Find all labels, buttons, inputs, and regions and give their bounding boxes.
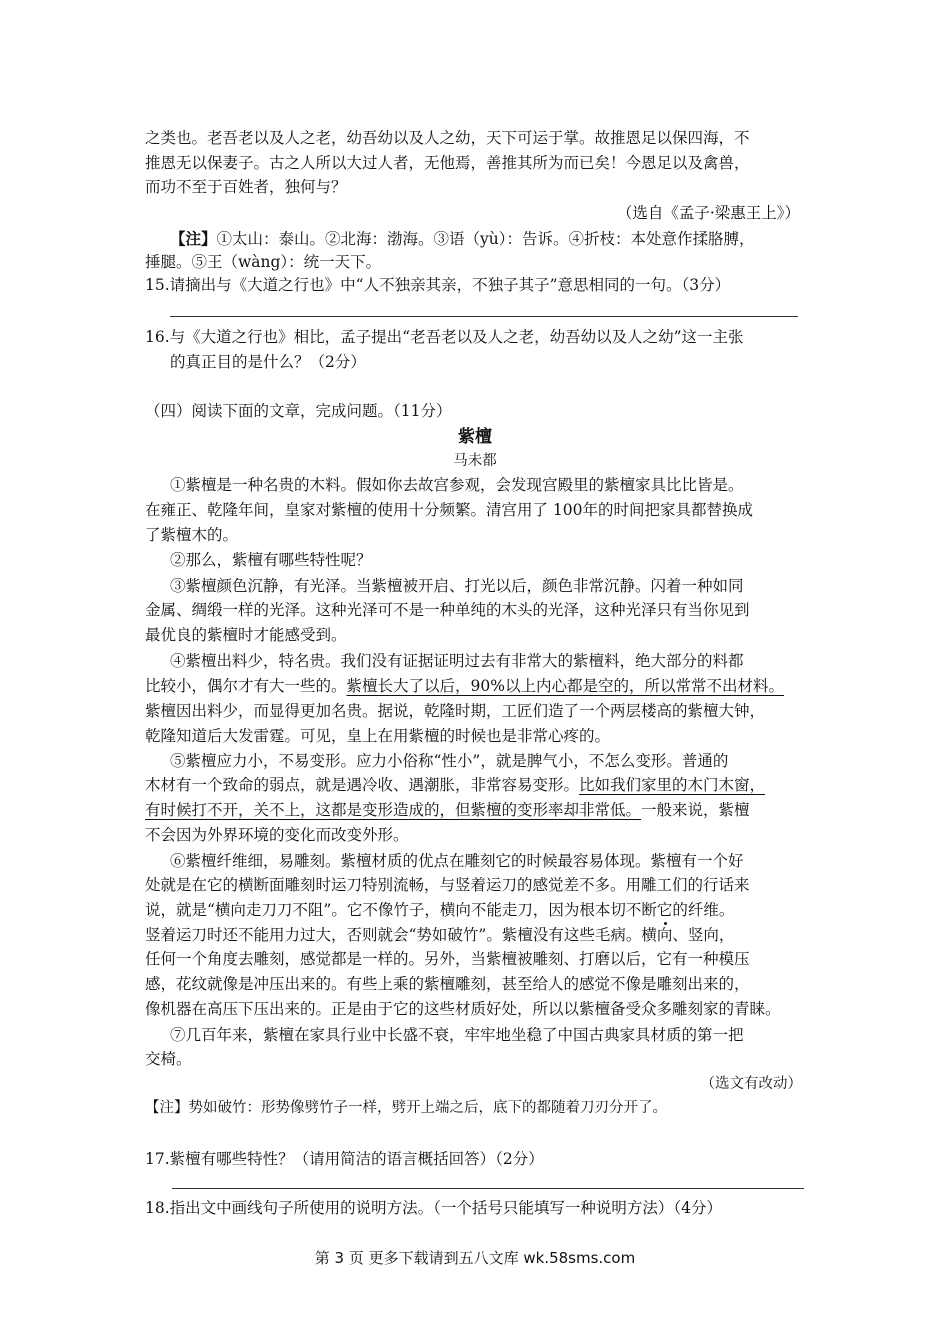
note-1 bbox=[170, 227, 755, 251]
plain-text: 比较小，偶尔才有大一些的。 bbox=[145, 677, 347, 695]
page-footer: 第 3 页 更多下载请到五八文库 wk.58sms.com bbox=[314, 1249, 636, 1267]
paragraph-line: 紫檀因出料少，而显得更加名贵。据说，乾隆时期，工匠们造了一个两层楼高的紫檀大钟， bbox=[145, 702, 766, 720]
paragraph-line bbox=[145, 674, 784, 698]
paragraph-line: 像机器在高压下压出来的。正是由于它的这些材质好处，所以以紫檀备受众多雕刻家的青睐。 bbox=[145, 1000, 781, 1018]
paragraph-line: 交椅。 bbox=[145, 1050, 192, 1068]
passage-line: 而功不至于百姓者，独何与？ bbox=[145, 178, 347, 196]
paragraph-line: 处就是在它的横断面雕刻时运刀特别流畅，与竖着运刀的感觉差不多。用雕工们的行话来 bbox=[145, 876, 750, 894]
paragraph-line: 了紫檀木的。 bbox=[145, 526, 239, 544]
question-15: 15.请摘出与《大道之行也》中“人不独亲其亲，不独子其子”意思相同的一句。（3分） bbox=[145, 276, 731, 294]
article-source: （选文有改动） bbox=[700, 1076, 802, 1092]
paragraph-line: ③紫檀颜色沉静，有光泽。当紫檀被开启、打光以后，颜色非常沉静。闪着一种如同 bbox=[170, 577, 744, 595]
passage-source: （选自《孟子·梁惠王上》） bbox=[616, 204, 800, 222]
paragraph-line: ⑥紫檀纤维细，易雕刻。紫檀材质的优点在雕刻它的时候最容易体现。紫檀有一个好 bbox=[170, 852, 744, 870]
paragraph-line: 任何一个角度去雕刻，感觉都是一样的。另外，当紫檀被雕刻、打磨以后，它有一种模压 bbox=[145, 950, 750, 968]
paragraph-line: 最优良的紫檀时才能感受到。 bbox=[145, 626, 347, 644]
passage-line: 之类也。老吾老以及人之老，幼吾幼以及人之幼，天下可运于掌。故推恩足以保四海，不 bbox=[145, 129, 750, 147]
plain-text: 一般来说，紫檀 bbox=[641, 801, 750, 819]
answer-line-17[interactable] bbox=[172, 1188, 804, 1189]
paragraph-line: ④紫檀出料少，特名贵。我们没有证据证明过去有非常大的紫檀料，绝大部分的料都 bbox=[170, 652, 744, 670]
underlined-sentence-1: 紫檀长大了以后，90%以上内心都是空的，所以常常不出材料。 bbox=[346, 677, 784, 695]
question-18: 18.指出文中画线句子所使用的说明方法。（一个括号只能填写一种说明方法）（4分） bbox=[145, 1199, 723, 1217]
paragraph-line: ②那么，紫檀有哪些特性呢？ bbox=[170, 551, 372, 569]
section-heading: （四）阅读下面的文章，完成问题。（11分） bbox=[145, 402, 452, 420]
paragraph-line bbox=[145, 773, 765, 797]
article-title: 紫檀 bbox=[458, 427, 492, 447]
emphasis-dot bbox=[664, 922, 667, 925]
note-label: 【注】 bbox=[170, 229, 217, 248]
note-1-cont: 捶腿。⑤王（wàng）：统一天下。 bbox=[145, 253, 382, 271]
passage-line: 推恩无以保妻子。古之人所以大过人者，无他焉，善推其所为而已矣！今恩足以及禽兽， bbox=[145, 154, 750, 172]
paragraph-line: 竖着运刀时还不能用力过大，否则就会“势如破竹”。紫檀没有这些毛病。横向、竖向， bbox=[145, 926, 735, 944]
plain-text: 木材有一个致命的弱点，就是遇冷收、遇潮胀，非常容易变形。 bbox=[145, 776, 580, 794]
underlined-sentence-2-cont: 有时候打不开，关不上，这都是变形造成的，但紫檀的变形率却非常低。 bbox=[145, 801, 642, 819]
paragraph-line: 感，花纹就像是冲压出来的。有些上乘的紫檀雕刻，甚至给人的感觉不像是雕刻出来的， bbox=[145, 975, 750, 993]
paragraph-line: 乾隆知道后大发雷霆。可见，皇上在用紫檀的时候也是非常心疼的。 bbox=[145, 727, 611, 745]
question-16: 16.与《大道之行也》相比，孟子提出“老吾老以及人之老，幼吾幼以及人之幼”这一主张 bbox=[145, 328, 744, 346]
article-note: 【注】势如破竹：形势像劈竹子一样，劈开上端之后，底下的都随着刀刃分开了。 bbox=[145, 1100, 667, 1116]
paragraph-line bbox=[145, 798, 750, 822]
paragraph-line: 说，就是“横向走刀刀不阻”。它不像竹子，横向不能走刀，因为根本切不断它的纤维。 bbox=[145, 901, 735, 919]
question-17: 17.紫檀有哪些特性？（请用简洁的语言概括回答）（2分） bbox=[145, 1150, 544, 1168]
paragraph-line: 不会因为外界环境的变化而改变外形。 bbox=[145, 826, 409, 844]
paragraph-line: 在雍正、乾隆年间，皇家对紫檀的使用十分频繁。清宫用了 100年的时间把家具都替换成 bbox=[145, 501, 754, 519]
underlined-sentence-2: 比如我们家里的木门木窗， bbox=[579, 776, 766, 794]
note-text: ①太山：泰山。②北海：渤海。③语（yù）：告诉。④折枝：本处意作揉胳膊， bbox=[216, 230, 755, 248]
question-16-cont: 的真正目的是什么？（2分） bbox=[170, 353, 366, 371]
paragraph-line: ①紫檀是一种名贵的木料。假如你去故宫参观，会发现宫殿里的紫檀家具比比皆是。 bbox=[170, 476, 744, 494]
paragraph-line: ⑦几百年来，紫檀在家具行业中长盛不衰，牢牢地坐稳了中国古典家具材质的第一把 bbox=[170, 1026, 744, 1044]
article-author: 马未都 bbox=[453, 453, 497, 469]
paragraph-line: 金属、绸缎一样的光泽。这种光泽可不是一种单纯的木头的光泽，这种光泽只有当你见到 bbox=[145, 601, 750, 619]
answer-line-15[interactable] bbox=[170, 316, 798, 317]
paragraph-line: ⑤紫檀应力小，不易变形。应力小俗称“性小”，就是脾气小，不怎么变形。普通的 bbox=[170, 752, 729, 770]
